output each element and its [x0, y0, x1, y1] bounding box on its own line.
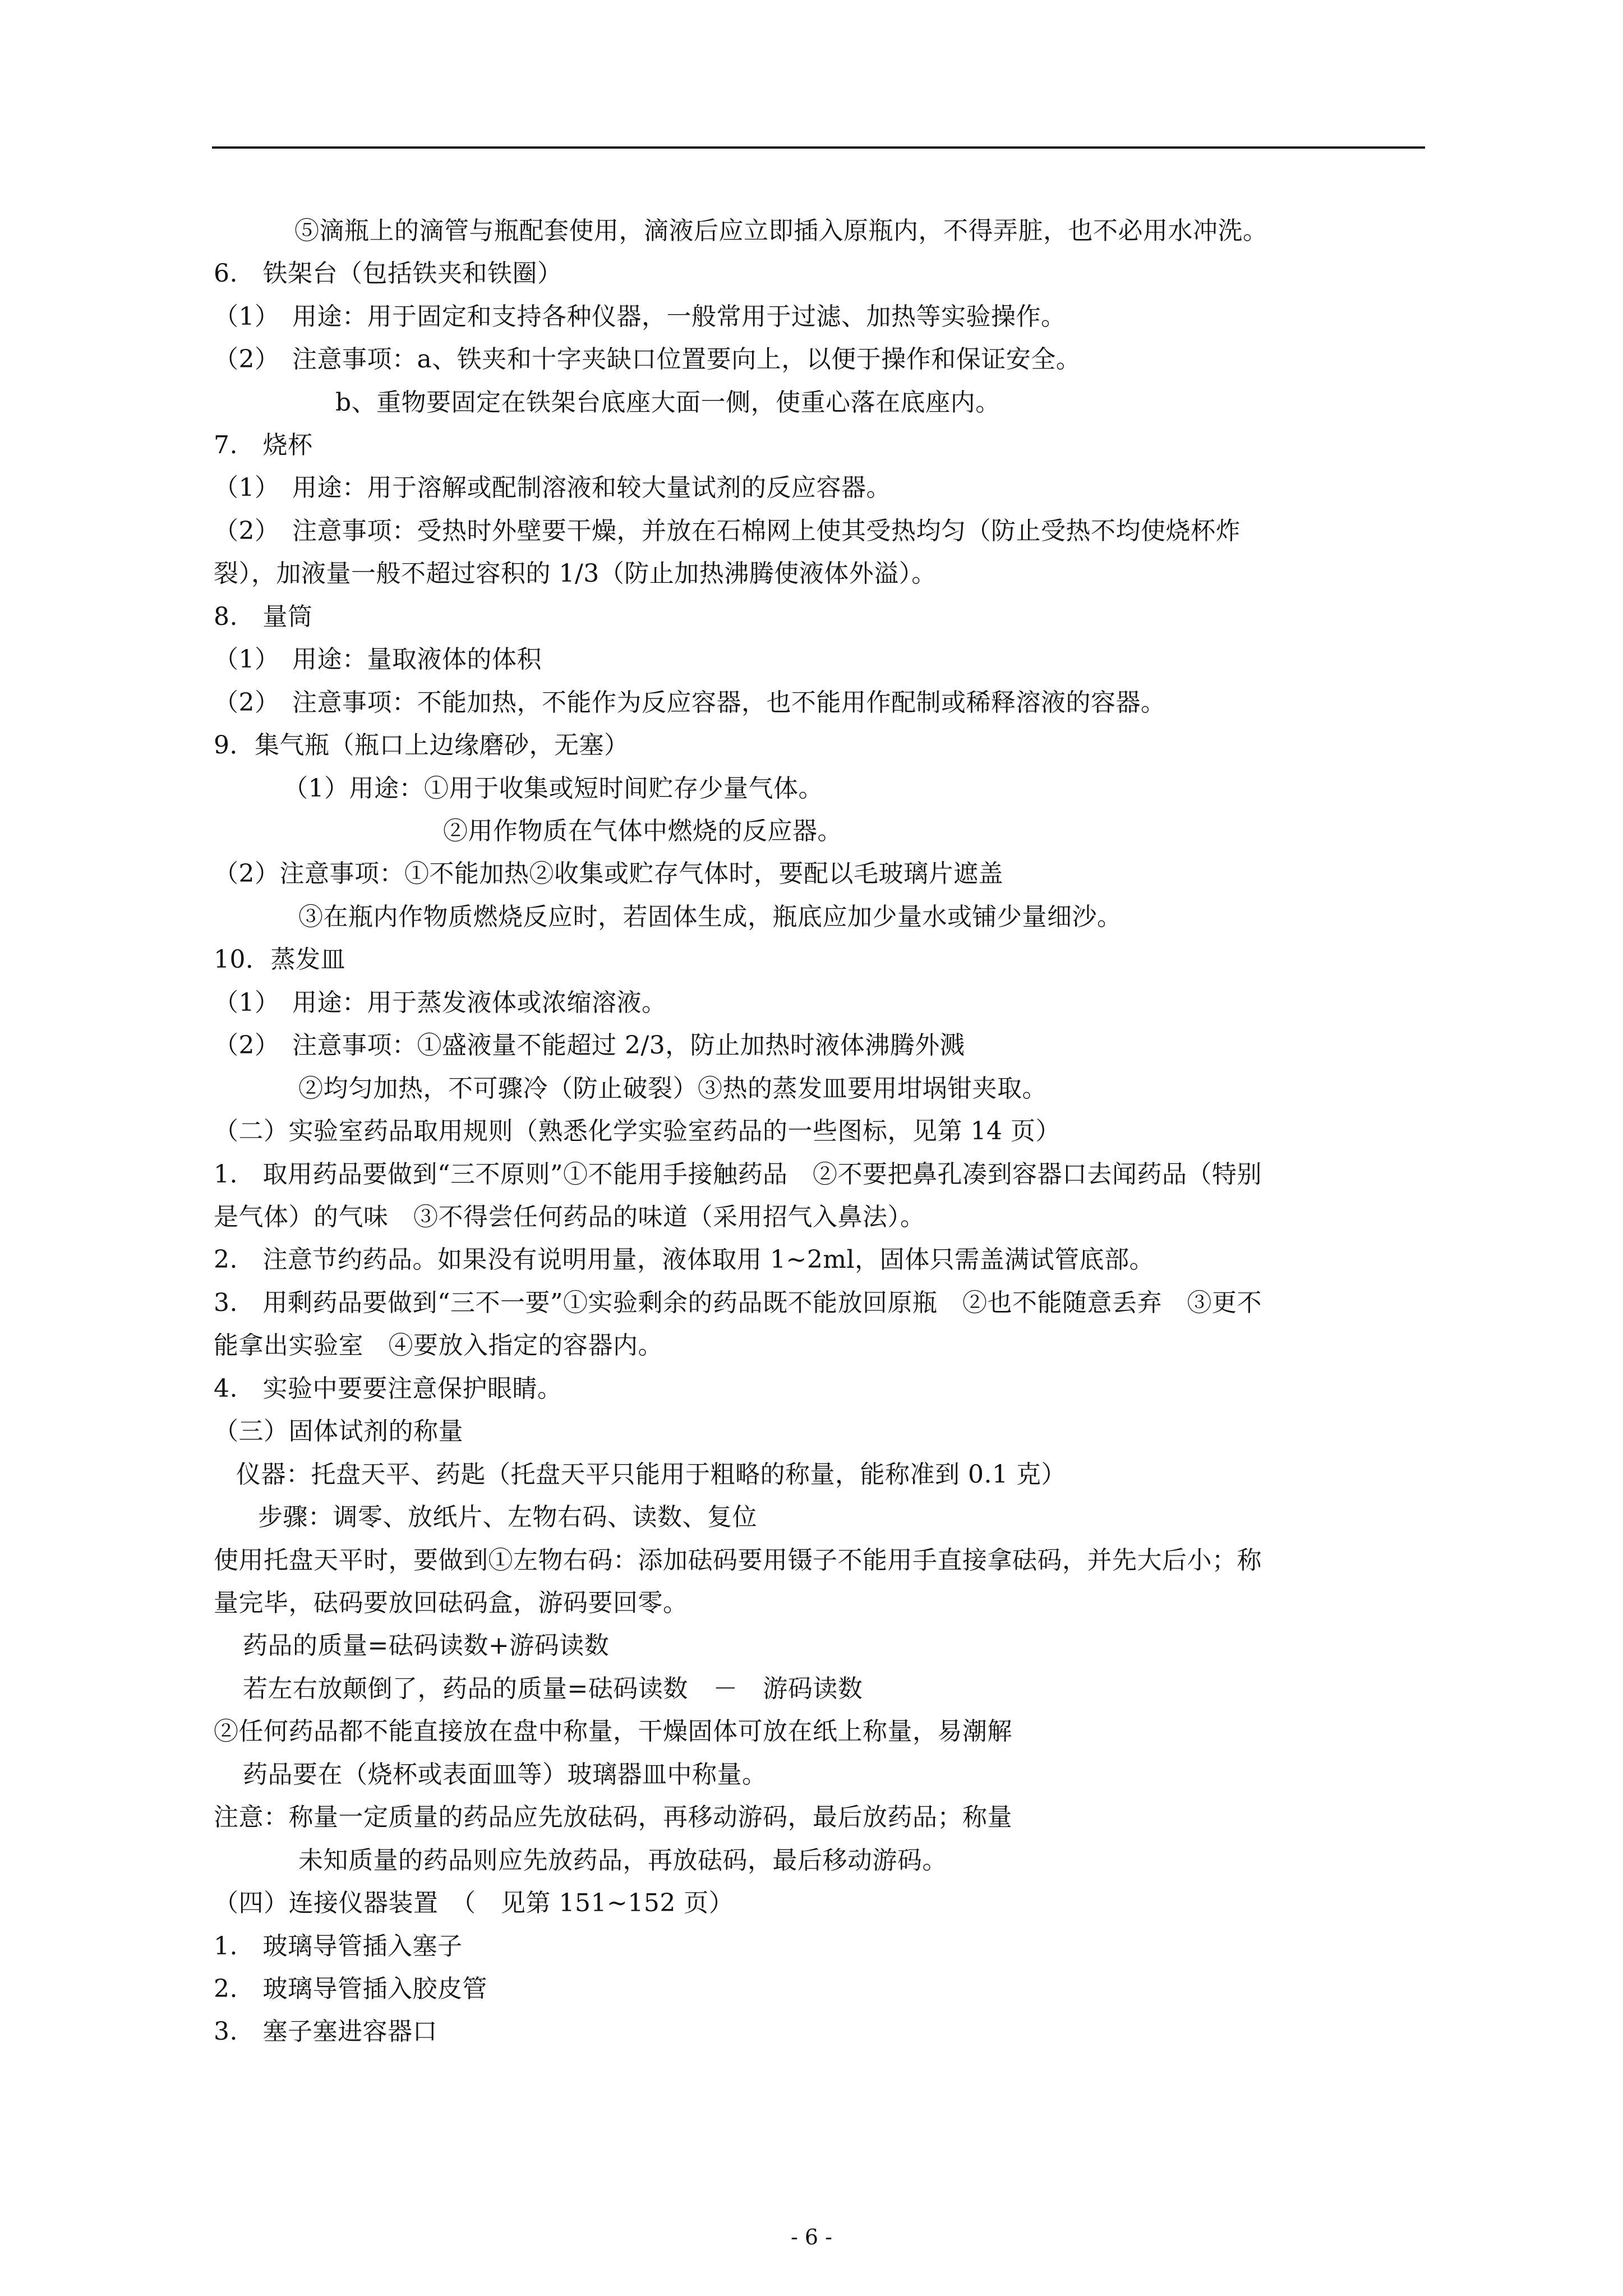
- text-line: 8. 量筒: [214, 602, 313, 631]
- text-line: 未知质量的药品则应先放药品，再放砝码，最后移动游码。: [298, 1846, 947, 1875]
- text-line: 6. 铁架台（包括铁夹和铁圈）: [214, 259, 562, 288]
- text-line: 4. 实验中要要注意保护眼睛。: [214, 1374, 562, 1403]
- text-line: （2） 注意事项：a、铁夹和十字夹缺口位置要向上，以便于操作和保证安全。: [214, 345, 1081, 374]
- text-line: （2） 注意事项：①盛液量不能超过 2/3，防止加热时液体沸腾外溅: [214, 1031, 965, 1060]
- text-line: 药品要在（烧杯或表面皿等）玻璃器皿中称量。: [243, 1760, 767, 1789]
- header-rule: [212, 146, 1425, 149]
- text-line: 7. 烧杯: [214, 431, 313, 459]
- page-number: - 6 -: [790, 2225, 832, 2249]
- text-line: （2）注意事项：①不能加热②收集或贮存气体时，要配以毛玻璃片遮盖: [214, 859, 1003, 888]
- text-line: 10．蒸发皿: [214, 945, 345, 974]
- text-line: ②均匀加热，不可骤冷（防止破裂）③热的蒸发皿要用坩埚钳夹取。: [298, 1074, 1047, 1103]
- text-line: （2） 注意事项：不能加热，不能作为反应容器，也不能用作配制或稀释溶液的容器。: [214, 688, 1166, 717]
- text-line: 是气体）的气味 ③不得尝任何药品的味道（采用招气入鼻法）。: [214, 1203, 925, 1231]
- text-line: （四）连接仪器装置 （ 见第 151~152 页）: [214, 1889, 734, 1917]
- text-line: （2） 注意事项：受热时外壁要干燥，并放在石棉网上使其受热均匀（防止受热不均使烧杯炸: [214, 517, 1241, 545]
- text-line: ②任何药品都不能直接放在盘中称量，干燥固体可放在纸上称量，易潮解: [214, 1717, 1012, 1746]
- text-line: （1） 用途：用于蒸发液体或浓缩溶液。: [214, 988, 667, 1017]
- text-line: （1）用途：①用于收集或短时间贮存少量气体。: [283, 774, 823, 803]
- text-line: （1） 用途：量取液体的体积: [214, 645, 542, 674]
- text-line: 9．集气瓶（瓶口上边缘磨砂，无塞）: [214, 731, 629, 760]
- text-line: b、重物要固定在铁架台底座大面一侧，使重心落在底座内。: [335, 388, 1000, 417]
- text-line: 2. 玻璃导管插入胶皮管: [214, 1975, 487, 2003]
- text-line: 仪器：托盘天平、药匙（托盘天平只能用于粗略的称量，能称准到 0.1 克）: [236, 1460, 1066, 1489]
- text-line: （1） 用途：用于溶解或配制溶液和较大量试剂的反应容器。: [214, 473, 891, 502]
- text-line: 能拿出实验室 ④要放入指定的容器内。: [214, 1331, 663, 1360]
- text-line: 使用托盘天平时，要做到①左物右码：添加砝码要用镊子不能用手直接拿砝码，并先大后小；称: [214, 1546, 1262, 1575]
- text-line: ②用作物质在气体中燃烧的反应器。: [443, 817, 842, 845]
- text-line: 若左右放颠倒了，药品的质量=砝码读数 － 游码读数: [243, 1674, 863, 1703]
- text-line: ③在瓶内作物质燃烧反应时，若固体生成，瓶底应加少量水或铺少量细沙。: [298, 903, 1122, 931]
- text-line: 1. 玻璃导管插入塞子: [214, 1932, 463, 1961]
- text-line: 1. 取用药品要做到“三不原则”①不能用手接触药品 ②不要把鼻孔凑到容器口去闻药品（特别: [214, 1160, 1262, 1189]
- text-line: 步骤：调零、放纸片、左物右码、读数、复位: [258, 1503, 757, 1531]
- text-line: 药品的质量=砝码读数+游码读数: [243, 1631, 610, 1660]
- text-line: 裂），加液量一般不超过容积的 1/3（防止加热沸腾使液体外溢）。: [214, 559, 937, 588]
- text-line: ⑤滴瓶上的滴管与瓶配套使用，滴液后应立即插入原瓶内，不得弄脏，也不必用水冲洗。: [294, 217, 1268, 245]
- text-line: 注意：称量一定质量的药品应先放砝码，再移动游码，最后放药品；称量: [214, 1803, 1012, 1832]
- text-line: 3. 塞子塞进容器口: [214, 2017, 437, 2046]
- text-line: 3. 用剩药品要做到“三不一要”①实验剩余的药品既不能放回原瓶 ②也不能随意丢弃 ③更不: [214, 1289, 1262, 1317]
- text-line: （三）固体试剂的称量: [214, 1417, 463, 1446]
- text-line: （1） 用途：用于固定和支持各种仪器，一般常用于过滤、加热等实验操作。: [214, 302, 1066, 331]
- text-line: 2. 注意节约药品。如果没有说明用量，液体取用 1~2ml，固体只需盖满试管底部。: [214, 1245, 1155, 1274]
- text-line: （二）实验室药品取用规则（熟悉化学实验室药品的一些图标，见第 14 页）: [214, 1117, 1061, 1145]
- text-line: 量完毕，砝码要放回砝码盒，游码要回零。: [214, 1589, 688, 1617]
